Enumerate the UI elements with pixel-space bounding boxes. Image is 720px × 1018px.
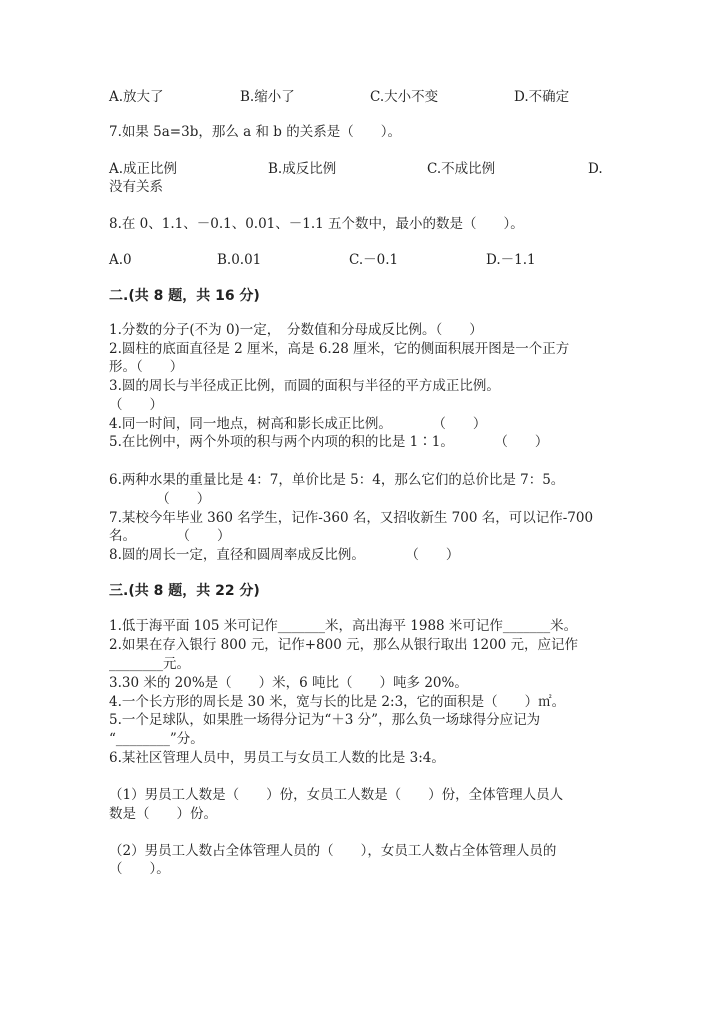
s2-line: 4.同一时间，同一地点，树高和影长成正比例。 （ ） [109, 416, 487, 432]
q7-option-d: D. [588, 161, 603, 177]
q7-option-a: A.成正比例 [109, 161, 178, 177]
s2-line: （ ） [109, 397, 163, 413]
s2-line: （ ） [109, 491, 211, 507]
s3-line: 数是（ ）份。 [109, 806, 217, 822]
q7-stem: 7.如果 5a=3b，那么 a 和 b 的关系是（ ）。 [109, 124, 401, 140]
s3-line: ________元。 [109, 656, 190, 672]
s2-line: 3.圆的周长与半径成正比例，而圆的面积与半径的平方成正比例。 [109, 378, 500, 394]
s3-line: 2.如果在存入银行 800 元，记作+800 元，那么从银行取出 1200 元，应记作 [109, 637, 579, 653]
s2-line: 8.圆的周长一定，直径和圆周率成反比例。 （ ） [109, 547, 460, 563]
q8-option-d: D.－1.1 [486, 252, 536, 268]
s3-line: 5.一个足球队，如果胜一场得分记为“＋3 分”，那么负一场球得分应记为 [109, 712, 541, 728]
q7-option-c: C.不成比例 [427, 161, 496, 177]
q6-option-c: C.大小不变 [370, 89, 439, 105]
s3-line: （2）男员工人数占全体管理人员的（ ），女员工人数占全体管理人员的 [109, 843, 557, 859]
s2-line: 1.分数的分子(不为 0)一定， 分数值和分母成反比例。（ ） [109, 322, 483, 338]
q7-option-b: B.成反比例 [268, 161, 337, 177]
q8-option-a: A.0 [109, 252, 132, 268]
s2-line: 7.某校今年毕业 360 名学生，记作-360 名，又招收新生 700 名，可以记作-700 [109, 510, 594, 526]
s2-line: 形。（ ） [109, 359, 184, 375]
q6-option-b: B.缩小了 [240, 89, 295, 105]
section3-title: 三.(共 8 题，共 22 分) [109, 583, 260, 599]
s3-line: 4.一个长方形的周长是 30 米，宽与长的比是 2:3，它的面积是（ ）㎡。 [109, 694, 566, 710]
s2-line: 名。 （ ） [109, 528, 231, 544]
s3-line: 3.30 米的 20%是（ ）米，6 吨比（ ）吨多 20%。 [109, 675, 468, 691]
s3-line: （ ）。 [109, 861, 170, 877]
s3-line: “________”分。 [109, 731, 204, 747]
q8-stem: 8.在 0、1.1、－0.1、0.01、－1.1 五个数中，最小的数是（ ）。 [109, 216, 524, 232]
s2-line: 5.在比例中，两个外项的积与两个内项的积的比是 1∶1。 （ ） [109, 434, 549, 450]
s2-line: 6.两种水果的重量比是 4：7，单价比是 5：4，那么它们的总价比是 7：5。 [109, 472, 565, 488]
q6-option-d: D.不确定 [514, 89, 570, 105]
q6-option-a: A.放大了 [109, 89, 164, 105]
q8-option-c: C.－0.1 [349, 252, 399, 268]
section2-title: 二.(共 8 题，共 16 分) [109, 288, 260, 304]
s3-line: 1.低于海平面 105 米可记作_______米，高出海平 1988 米可记作_______米。 [109, 618, 578, 634]
s3-line: 6.某社区管理人员中，男员工与女员工人数的比是 3:4。 [109, 750, 445, 766]
q7-option-d-cont: 没有关系 [109, 179, 163, 195]
s2-line: 2.圆柱的底面直径是 2 厘米，高是 6.28 厘米，它的侧面积展开图是一个正方 [109, 341, 570, 357]
s3-line: （1）男员工人数是（ ）份，女员工人数是（ ）份，全体管理人员人 [109, 787, 564, 803]
q8-option-b: B.0.01 [217, 252, 262, 268]
